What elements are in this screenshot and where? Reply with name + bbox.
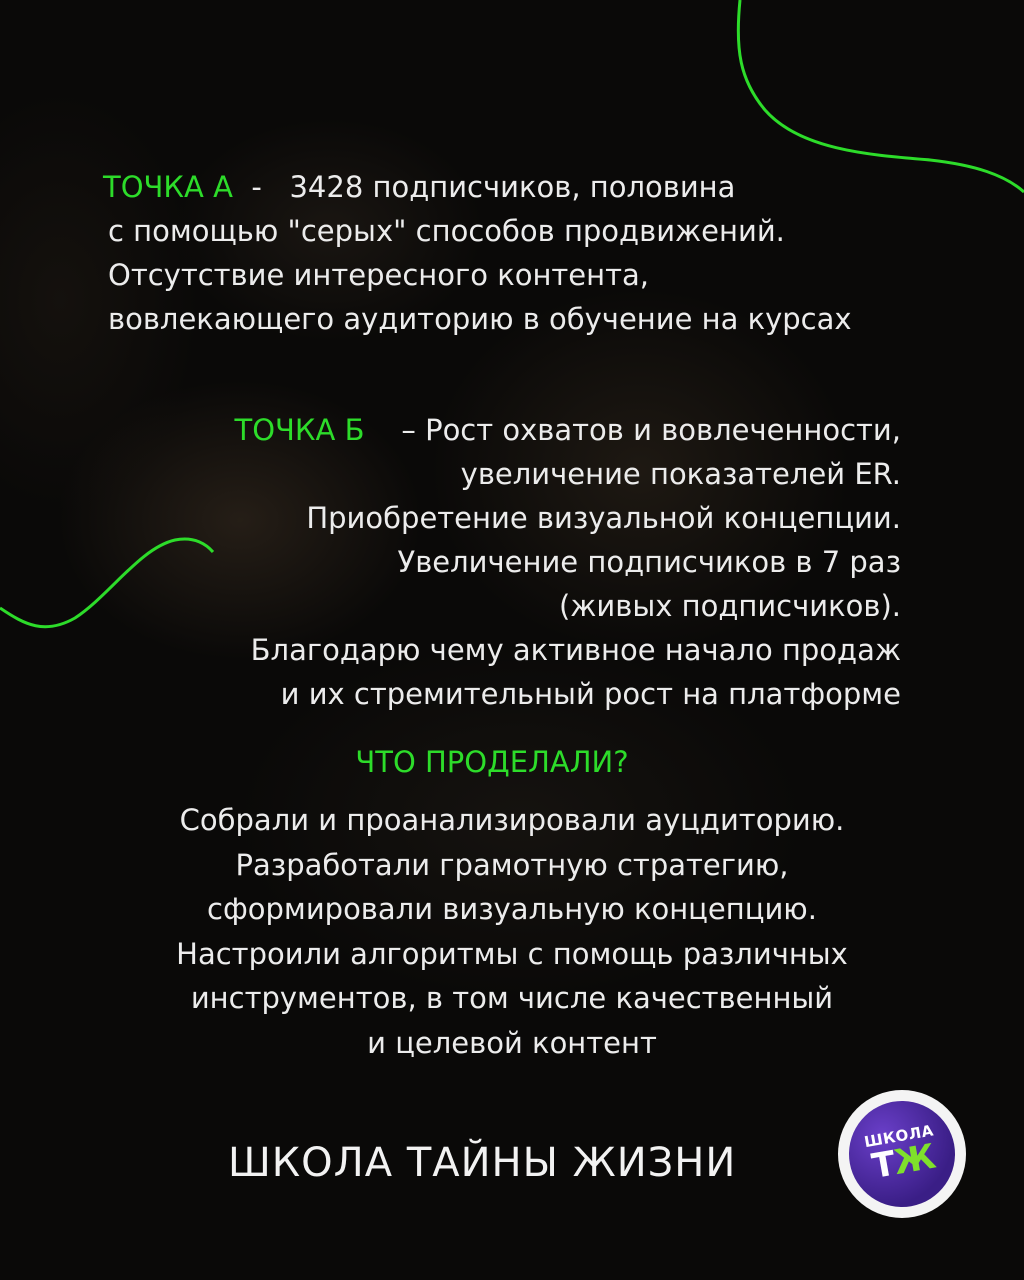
logo-letter-t: Т: [868, 1143, 898, 1188]
logo-letters: [868, 1136, 938, 1188]
done-block: [0, 798, 1024, 1065]
footer-title: ШКОЛА ТАЙНЫ ЖИЗНИ: [228, 1140, 737, 1186]
point-b-text-3: Приобретение визуальной концепции.: [306, 501, 901, 535]
done-line: сформировали визуальную концепцию.: [207, 892, 817, 926]
done-line: Настроили алгоритмы с помощь различных: [176, 936, 848, 971]
point-a-text-1: 3428 подписчиков, половина: [289, 170, 736, 204]
point-a-text-2: с помощью "серых" способов продвижений.: [108, 214, 785, 248]
logo-top-text: ШКОЛА: [862, 1121, 935, 1152]
point-a-line1: [103, 165, 852, 209]
point-b-line1: [235, 408, 901, 452]
point-b-text-7: и их стремительный рост на платформе: [280, 677, 901, 711]
point-b-text-4: Увеличение подписчиков в 7 раз: [397, 545, 901, 579]
point-b-text-6: Благодарю чему активное начало продаж: [250, 633, 901, 667]
done-line: Разработали грамотную стратегию,: [235, 847, 789, 882]
point-b-text-2: увеличение показателей ER.: [460, 457, 901, 491]
point-b-block: [235, 408, 901, 716]
done-line: инструментов, в том числе качественный: [190, 981, 834, 1015]
done-line: и целевой контент: [367, 1025, 657, 1060]
logo-letter-zh: Ж: [890, 1136, 938, 1184]
point-b-label: ТОЧКА Б: [234, 413, 365, 447]
school-logo: [838, 1090, 966, 1218]
point-a-block: [103, 165, 852, 341]
done-line: Собрали и проанализировали ауцдиторию.: [179, 803, 845, 837]
point-a-text-3: Отсутствие интересного контента,: [108, 258, 649, 292]
point-a-text-4: вовлекающего аудиторию в обучение на курсах: [108, 302, 852, 336]
point-a-separator: -: [251, 170, 262, 204]
point-b-text-1: – Рост охватов и вовлеченности,: [401, 413, 901, 447]
left-curve: [0, 539, 213, 627]
point-a-label: ТОЧКА А: [103, 170, 233, 204]
top-right-curve: [738, 0, 1024, 192]
done-heading: ЧТО ПРОДЕЛАЛИ?: [355, 745, 629, 779]
point-b-text-5: (живых подписчиков).: [558, 589, 901, 623]
logo-badge: [841, 1093, 964, 1216]
